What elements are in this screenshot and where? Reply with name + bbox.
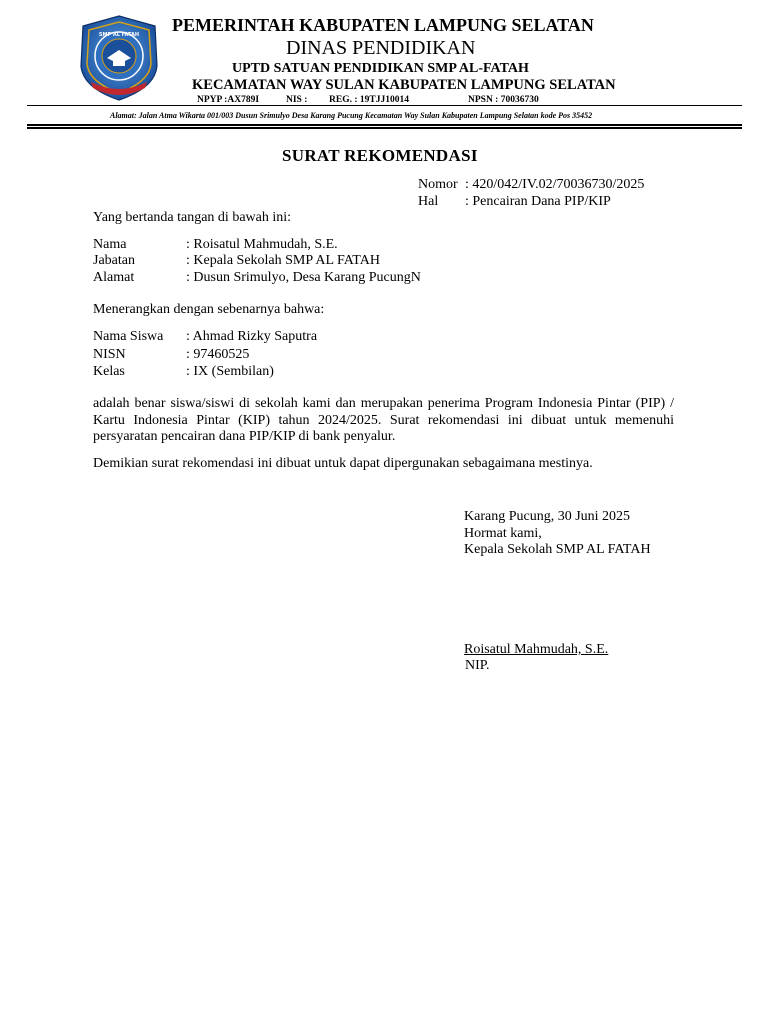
kop-divider-thin — [27, 105, 742, 106]
kop-npyp: NPYP :AX789I — [197, 95, 260, 105]
greeting: Hormat kami, — [464, 526, 542, 541]
kop-line-4: KECAMATAN WAY SULAN KABUPATEN LAMPUNG SELATAN — [192, 77, 616, 93]
student-label: Kelas — [93, 364, 125, 379]
kop-reg: REG. : 19TJJ10014 — [329, 95, 409, 105]
nomor-label: Nomor — [418, 177, 458, 192]
kop-nis: NIS : — [286, 95, 308, 105]
kop-divider-thick — [27, 124, 742, 126]
student-label: NISN — [93, 347, 126, 362]
letter-title: SURAT REKOMENDASI — [282, 146, 478, 165]
student-label: Nama Siswa — [93, 329, 164, 344]
signer-label: Nama — [93, 237, 127, 252]
kop-line-2: DINAS PENDIDIKAN — [286, 37, 476, 59]
hal-label: Hal — [418, 194, 439, 209]
signer-name: Roisatul Mahmudah, S.E. — [464, 642, 609, 657]
kop-npsn: NPSN : 70036730 — [468, 95, 539, 105]
nomor-value: : 420/042/IV.02/70036730/2025 — [465, 177, 645, 192]
intro-text: Yang bertanda tangan di bawah ini: — [93, 210, 292, 225]
hal-value: : Pencairan Dana PIP/KIP — [465, 194, 611, 209]
signer-value: : Dusun Srimulyo, Desa Karang PucungN — [186, 270, 421, 285]
kop-line-1: PEMERINTAH KABUPATEN LAMPUNG SELATAN — [172, 15, 594, 35]
student-value: : Ahmad Rizky Saputra — [186, 329, 318, 344]
statement-text: Menerangkan dengan sebenarnya bahwa: — [93, 302, 325, 317]
student-value: : IX (Sembilan) — [186, 364, 274, 379]
signer-value: : Kepala Sekolah SMP AL FATAH — [186, 253, 380, 268]
signer-value: : Roisatul Mahmudah, S.E. — [186, 237, 338, 252]
signer-nip: NIP. — [465, 658, 490, 673]
kop-divider-thick-2 — [27, 127, 742, 129]
place-date: Karang Pucung, 30 Juni 2025 — [464, 509, 631, 524]
kop-address: Alamat: Jalan Atma Wikarta 001/003 Dusun Srimulyo Desa Karang Pucung Kecamatan Way Sulan Kabupaten Lampung Selatan kode Pos 35452 — [110, 111, 593, 120]
kop-line-3: UPTD SATUAN PENDIDIKAN SMP AL-FATAH — [232, 61, 529, 76]
signer-label: Alamat — [93, 270, 135, 285]
student-value: : 97460525 — [186, 347, 250, 362]
body-paragraph-2: Demikian surat rekomendasi ini dibuat untuk dapat dipergunakan sebagaimana mestinya. — [93, 456, 593, 471]
body-paragraph-1: adalah benar siswa/siswi di sekolah kami dan merupakan penerima Program Indonesia Pintar (PIP) / Kartu Indonesia Pintar (KIP) tahun 2024/2025. Surat rekomendasi ini dibuat untuk memenuhi persyaratan pencairan dana PIP/KIP di bank penyalur. — [93, 396, 674, 444]
signer-label: Jabatan — [93, 253, 135, 268]
signer-position: Kepala Sekolah SMP AL FATAH — [464, 542, 651, 557]
school-emblem-icon — [77, 14, 161, 104]
logo-text: SMP AL FATAH — [98, 32, 140, 38]
